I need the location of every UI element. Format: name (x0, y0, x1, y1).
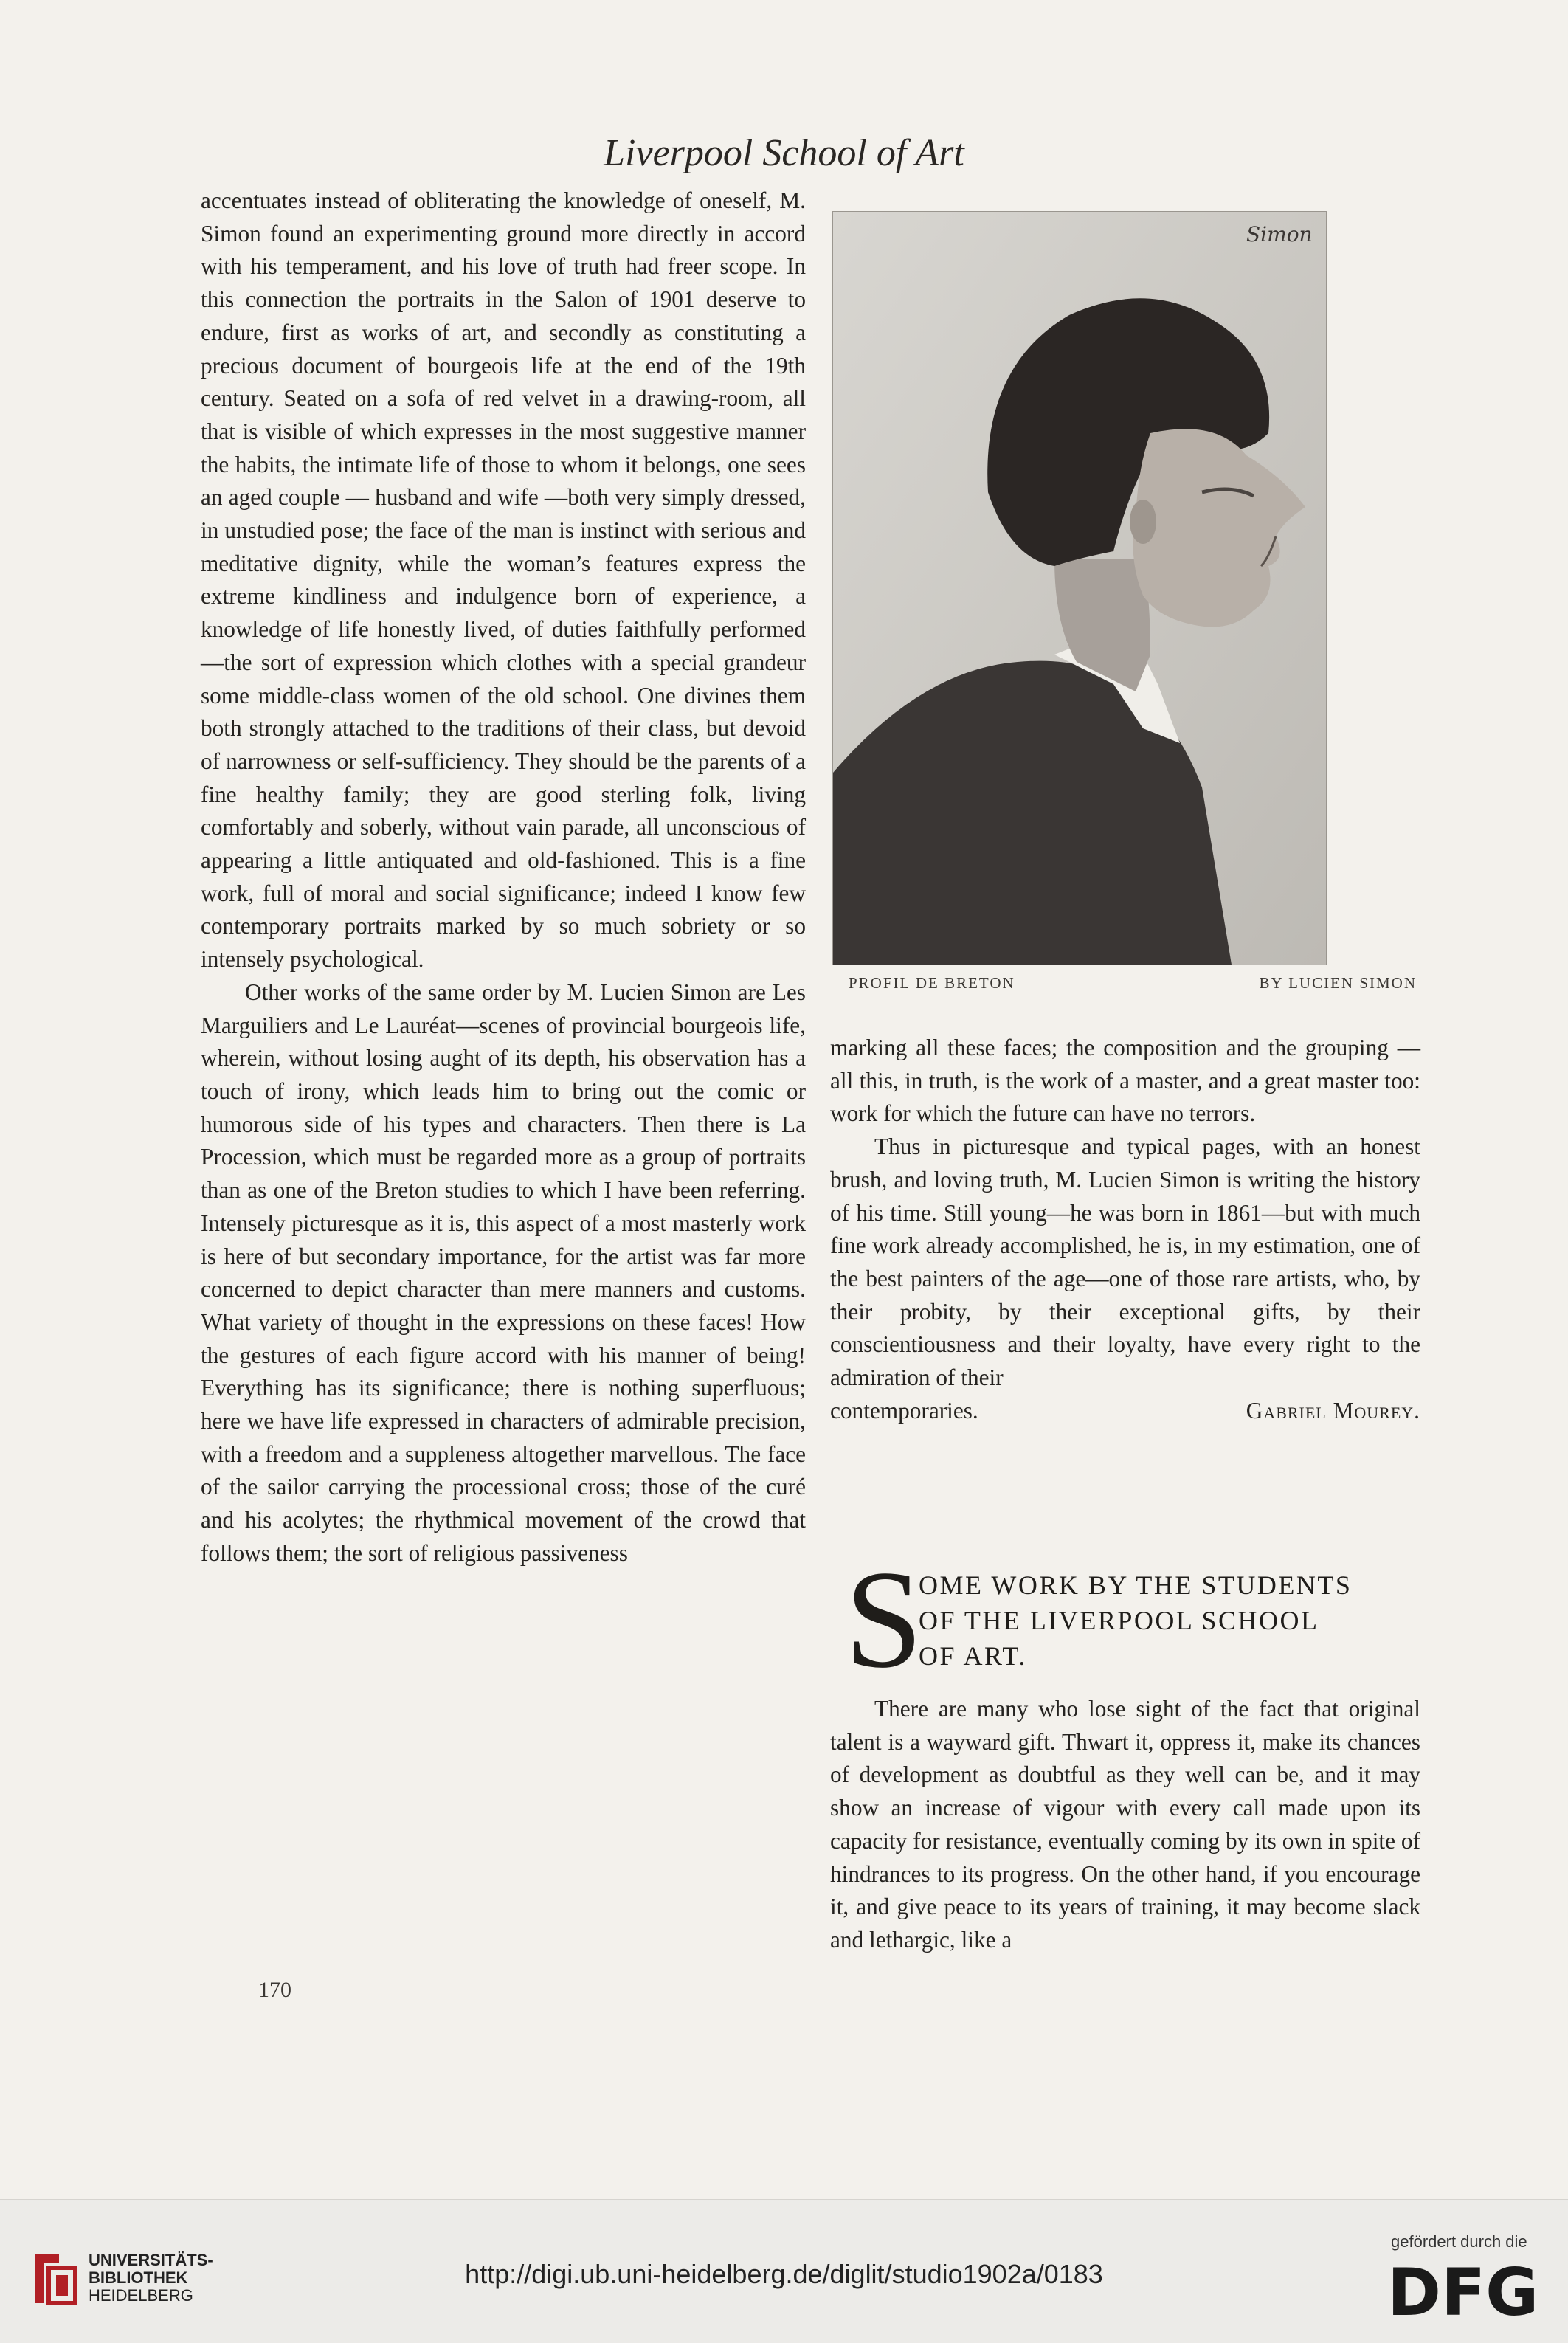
caption-title: PROFIL DE BRETON (849, 974, 1015, 992)
paragraph: Thus in picturesque and typical pages, with an honest brush, and loving truth, M. Lucien Simon is writing the history of his time. Still young—he was born in 1861—but with much fine work already accomplished, he is, in my estimation, one of the best painters of the age—one of those rare artists, who, by their probity, by their exceptional gifts, by their conscientiousness and their loyalty, have every right to the admiration of their (830, 1133, 1420, 1391)
portrait-illustration (832, 211, 1327, 965)
library-name-line: HEIDELBERG (89, 2286, 193, 2305)
section-title-line: OF ART. (919, 1641, 1027, 1671)
funding-note: gefördert durch die (1391, 2232, 1527, 2251)
dfg-logo-text: DFG (1387, 2257, 1539, 2324)
paragraph: Other works of the same order by M. Lucien Simon are Les Marguiliers and Le Lauréat—scenes of provincial bourgeois life, wherein, without losing aught of its depth, his observation has a touch of irony, which leads him to bring out the comic or humorous side of his types and characters. Then there is La Procession, which must be regarded more as a group of portraits than as one of the Breton studies to which I have been referring. Intensely picturesque as it is, this aspect of a most masterly work is here of but secondary importance, for the artist was far more concerned to depict character than mere manners and customs. What variety of thought in the expressions on these faces! How the gestures of each figure accord with his manner of being! Everything has its significance; there is nothing superfluous; here we have life expressed in characters of admirable precision, with a freedom and a suppleness altogether marvellous. The face of the sailor carrying the processional cross; those of the curé and his acolytes; the rhythmical movement of the crowd that follows them; the sort of religious passiveness (201, 979, 806, 1566)
author-signature: Gabriel Mourey. (1246, 1397, 1420, 1424)
section-title-line: OF THE LIVERPOOL SCHOOL (919, 1606, 1319, 1635)
figure-caption (849, 974, 1417, 993)
paragraph: There are many who lose sight of the fact that original talent is a wayward gift. Thwart it, oppress it, make its chances of development as doubtful as they well can be, and it may show an increase of vigour with every call made upon its capacity for resistance, eventually coming by its own in spite of hindrances to its progress. On the other hand, if you encourage it, and give peace to its years of training, it may become slack and lethargic, like a (830, 1696, 1420, 1953)
caption-artist: BY LUCIEN SIMON (1259, 974, 1417, 992)
drop-cap: S (845, 1542, 923, 1697)
signature-row (830, 1395, 1420, 1428)
source-url-link[interactable]: http://digi.ub.uni-heidelberg.de/diglit/studio1902a/0183 (465, 2259, 1103, 2289)
digitization-footer (0, 2199, 1568, 2343)
library-name-line: UNIVERSITÄTS- (89, 2251, 213, 2269)
signature: Simon (1246, 222, 1313, 246)
section-heading (830, 1542, 1420, 1697)
section-body (830, 1693, 1420, 1957)
running-head: Liverpool School of Art (604, 132, 964, 174)
paragraph: marking all these faces; the composition and the grouping — all this, in truth, is the work of a master, and a great master too: work for which the future can have no terrors. (830, 1035, 1420, 1127)
portrait-image (833, 212, 1326, 965)
section-title (919, 1567, 1352, 1674)
page-number: 170 (258, 1978, 291, 2002)
right-column (830, 1032, 1420, 1427)
section-title-line: OME WORK BY THE STUDENTS (919, 1570, 1353, 1600)
closing-word: contemporaries. (830, 1397, 978, 1424)
left-column (201, 184, 806, 1570)
dfg-logo-icon (1387, 2257, 1542, 2324)
paragraph: accentuates instead of obliterating the knowledge of oneself, M. Simon found an experimenting ground more directly in accord with his temperament, and his love of truth had freer scope. In this connection the portraits in the Salon of 1901 deserve to endure, first as works of art, and secondly as constituting a precious document of bourgeois life at the end of the 19th century. Seated on a sofa of red velvet in a drawing-room, all that is visible of which expresses in the most suggestive manner the habits, the intimate life of those to whom it belongs, one sees an aged couple — husband and wife —both very simply dressed, in unstudied pose; the face of the man is instinct with serious and meditative dignity, while the woman’s features express the extreme kindliness and indulgence born of experience, a knowledge of life honestly lived, of duties faithfully performed—the sort of expression which clothes with a special grandeur some middle-class women of the old school. One divines them both strongly attached to the traditions of their class, but devoid of narrowness or self-sufficiency. They should be the parents of a fine healthy family; they are good sterling folk, living comfortably and soberly, without vain parade, all unconscious of appearing a little antiquated and old-fashioned. This is a fine work, full of moral and social significance; indeed I know few contemporary portraits marked by so much sobriety or so intensely psychological. (201, 187, 806, 973)
library-name-line: BIBLIOTHEK (89, 2268, 188, 2287)
